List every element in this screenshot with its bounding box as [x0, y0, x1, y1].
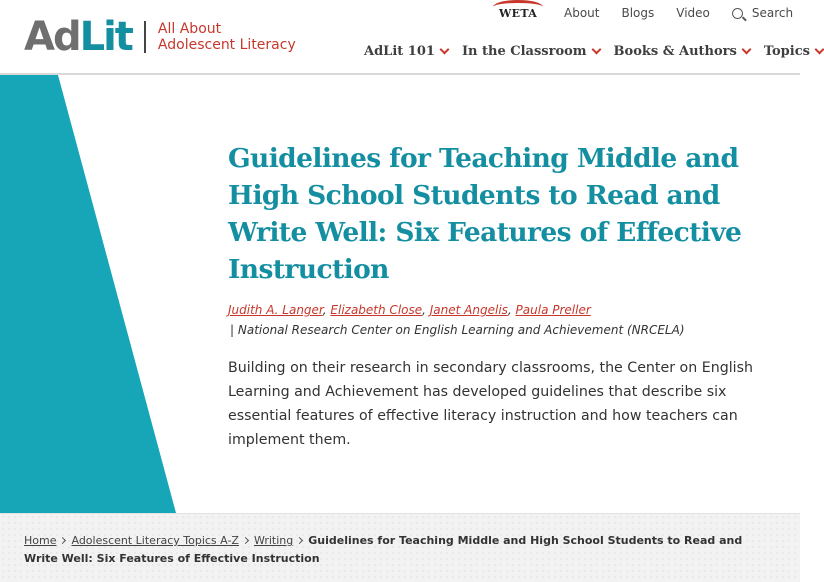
search-icon: [732, 8, 743, 19]
nav-item-topics[interactable]: [764, 44, 823, 59]
chevron-down-icon: [439, 44, 449, 54]
chevron-down-icon: [591, 44, 601, 54]
hero-decorative-shape: [0, 75, 200, 513]
author-link[interactable]: Elizabeth Close: [330, 303, 423, 317]
breadcrumb: [24, 532, 764, 568]
search-button[interactable]: [732, 3, 793, 23]
logo-lit-text: Lit: [79, 14, 132, 60]
weta-logo-text: WETA: [499, 7, 538, 20]
author-separator: ,: [422, 303, 430, 317]
about-link[interactable]: About: [564, 6, 600, 20]
logo-tagline-line1: All About: [157, 21, 222, 37]
nav-item-label: Books & Authors: [613, 43, 737, 59]
site-header: [0, 0, 810, 75]
breadcrumb-home[interactable]: Home: [24, 534, 57, 547]
nav-item-adlit-101[interactable]: [364, 44, 448, 59]
nav-item-label: Topics: [763, 43, 810, 59]
main-nav: [364, 40, 823, 62]
chevron-right-icon: [242, 537, 249, 544]
article-authors: [228, 300, 768, 340]
logo-tagline-line2: Adolescent Literacy: [157, 37, 296, 53]
chevron-right-icon: [59, 537, 66, 544]
chevron-down-icon: [815, 44, 824, 54]
article-hero: [0, 75, 800, 513]
author-separator: ,: [322, 303, 331, 317]
logo-ad-text: Ad: [24, 14, 80, 60]
nav-item-books-authors[interactable]: [614, 44, 750, 59]
logo-divider: [144, 21, 146, 53]
chevron-right-icon: [296, 537, 303, 544]
utility-nav: [490, 3, 793, 23]
breadcrumb-bar: [0, 513, 800, 582]
search-label: Search: [751, 6, 794, 20]
breadcrumb-current: Guidelines for Teaching Middle and High School Students to Read and Write Well: Six Features of Effective Instruction: [24, 534, 743, 565]
author-link[interactable]: Paula Preller: [515, 303, 591, 317]
author-separator: ,: [507, 303, 516, 317]
author-affiliation: | National Research Center on English Learning and Achievement (NRCELA): [230, 323, 685, 337]
breadcrumb-writing[interactable]: Writing: [253, 534, 294, 547]
video-link[interactable]: Video: [676, 6, 710, 20]
nav-item-label: In the Classroom: [461, 43, 587, 59]
chevron-down-icon: [741, 44, 751, 54]
author-link[interactable]: Janet Angelis: [429, 303, 508, 317]
breadcrumb-topics[interactable]: Adolescent Literacy Topics A-Z: [71, 534, 239, 547]
logo-tagline: [158, 21, 296, 53]
nav-item-label: AdLit 101: [364, 43, 435, 59]
article-title: Guidelines for Teaching Middle and High School Students to Read and Write Well: Six Features of Effective Instruction: [228, 143, 742, 285]
author-link[interactable]: Judith A. Langer: [228, 303, 323, 317]
adlit-logo[interactable]: [24, 14, 296, 60]
nav-item-in-the-classroom[interactable]: [462, 44, 600, 59]
blogs-link[interactable]: Blogs: [621, 6, 655, 20]
article-summary: Building on their research in secondary classrooms, the Center on English Learning and Achievement has developed guidelines that describe six essential features of effective literacy instruction and how teachers can implement them.: [228, 360, 753, 448]
weta-logo[interactable]: [490, 2, 546, 24]
